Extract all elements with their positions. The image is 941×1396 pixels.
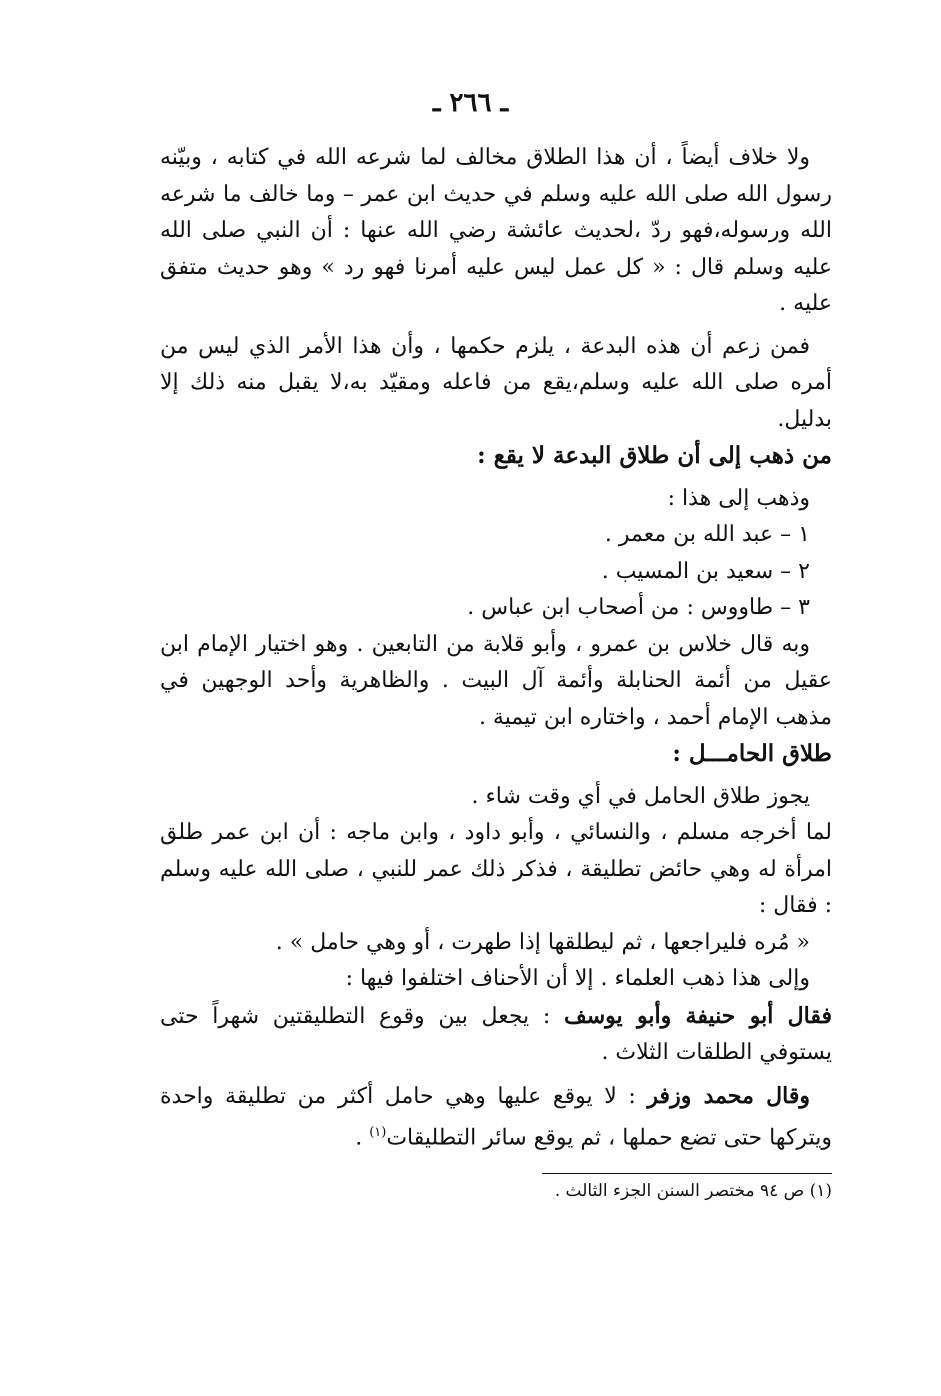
footnote: (١) ص ٩٤ مختصر السنن الجزء الثالث . (554, 1180, 832, 1201)
paragraph-no-disagreement: ولا خلاف أيضاً ، أن هذا الطلاق مخالف لما شرعه الله في كتابه ، وبيّنه رسول الله صلى الله عليه وسلم في حديث ابن عمر – وما خالف ما شرعه الله ورسوله،فهو ردّ ،لحديث عائشة رضي الله عنها : أن النبي صلى الله عليه وسلم قال : « كل عمل ليس عليه أمرنا فهو رد » وهو حديث متفق عليه . (160, 145, 832, 316)
paragraph-hadith-source: لما أخرجه مسلم ، والنسائي ، وأبو داود ، وابن ماجه : أن ابن عمر طلق امرأة له وهي حائض تطليقة ، فذكر ذلك عمر للنبي ، صلى الله عليه وسلم : فقال : (160, 820, 832, 918)
heading-innovative-divorce-not-valid: من ذهب إلى أن طلاق البدعة لا يقع : (477, 442, 832, 469)
footnote-divider (542, 1173, 832, 1174)
paragraph-hadith-quote: « مُره فليراجعها ، ثم ليطلقها إذا طهرت ، أو وهي حامل » . (275, 929, 810, 955)
list-item: ٢ – سعيد بن المسيب . (601, 558, 810, 584)
heading-pregnant-divorce: طلاق الحامـــل : (672, 740, 832, 767)
muhammad-zufar-text: : لا يوقع عليها وهي حامل أكثر من تطليقة واحدة ويتركها حتى تضع حملها ، ثم يوقع سائر التطليقات (160, 1083, 832, 1151)
page-body (160, 140, 832, 1223)
list-intro: وذهب إلى هذا : (667, 485, 810, 511)
abu-hanifa-text: : يجعل بين وقوع التطليقتين شهراً حتى يستوفي الطلقات الثلاث . (160, 1003, 832, 1065)
list-item: ٣ – طاووس : من أصحاب ابن عباس . (467, 595, 810, 620)
list-item: ١ – عبد الله بن معمر . (604, 522, 810, 547)
paragraph-claim-innovation: فمن زعم أن هذه البدعة ، يلزم حكمها ، وأن هذا الأمر الذي ليس من أمره صلى الله عليه وسلم،يقع من فاعله ومقيّد به،لا يقبل منه ذلك إلا بدليل. (160, 333, 832, 432)
muhammad-zufar-label: وقال محمد وزفر (647, 1082, 810, 1109)
paragraph-pregnant-anytime: يجوز طلاق الحامل في أي وقت شاء . (471, 783, 810, 809)
muhammad-zufar-end: . (355, 1125, 370, 1151)
scholars-list (160, 517, 832, 627)
abu-hanifa-label: فقال أبو حنيفة وأبو يوسف (563, 1002, 832, 1029)
paragraph-supporters: وبه قال خلاس بن عمرو ، وأبو قلابة من التابعين . وهو اختيار الإمام ابن عقيل من أئمة الحنابلة وأئمة آل البيت . والظاهرية وأحد الوجهين في مذهب الإمام أحمد ، واختاره ابن تيمية . (160, 631, 832, 730)
footnote-reference[interactable]: (١) (369, 1125, 387, 1140)
paragraph-abu-hanifa (160, 998, 832, 1072)
paragraph-muhammad-zufar (160, 1078, 832, 1157)
paragraph-scholars-view: وإلى هذا ذهب العلماء . إلا أن الأحناف اختلفوا فيها : (345, 966, 810, 991)
page-number: ـ ٢٦٦ ـ (432, 88, 509, 118)
